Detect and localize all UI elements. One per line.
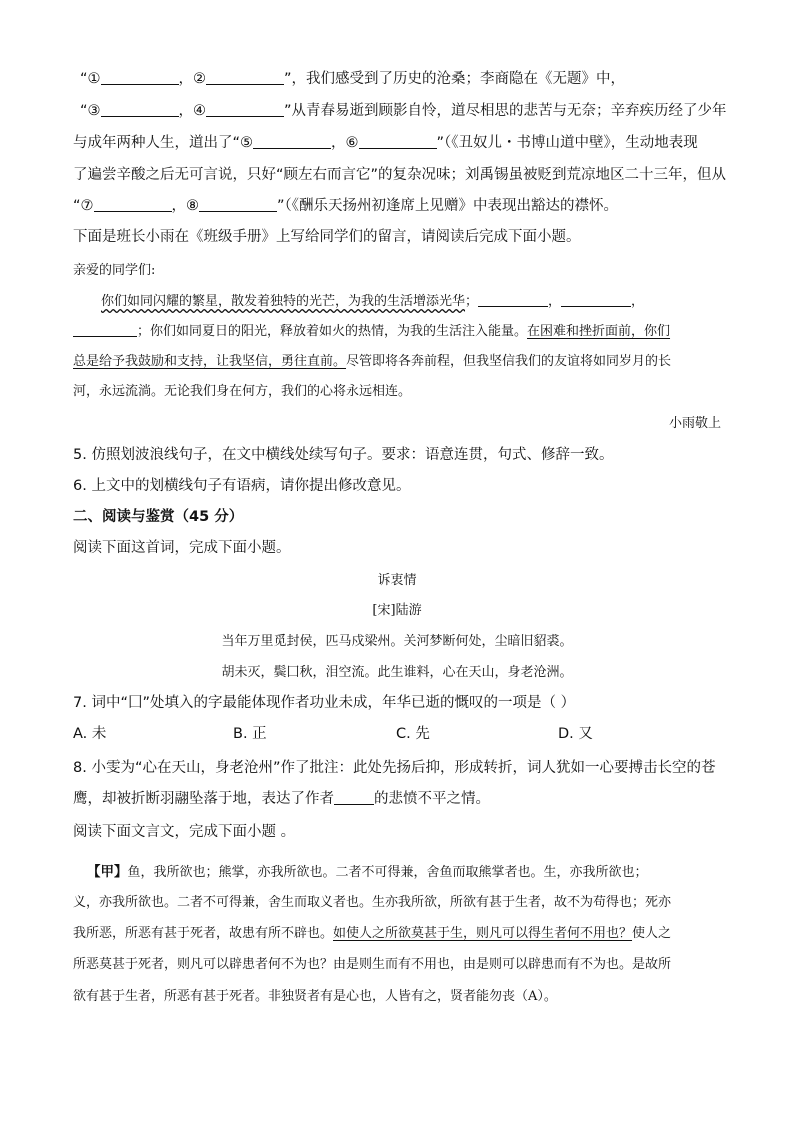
answer-blank-5[interactable] <box>253 134 331 149</box>
continuation-blank-1[interactable] <box>478 292 548 307</box>
text-fragment: ；你们如同夏日的阳光，释放着如火的热情，为我的生活注入能量。 <box>137 324 528 339</box>
question-7-option-a[interactable]: A. 未 <box>73 726 107 742</box>
text-fragment: 使人之 <box>632 926 672 941</box>
classical-line-1 <box>87 860 648 880</box>
message-line-3 <box>73 350 671 369</box>
text-fragment: ； <box>465 294 479 309</box>
text-fragment: ， <box>548 294 562 309</box>
classical-line-5: 欲有甚于生者，所恶有甚于死者。非独贤者有是心也，人皆有之，贤者能勿丧（A）。 <box>73 989 557 1004</box>
text-fragment: 鹰，却被折断羽翮坠落于地，表达了作者 <box>73 791 334 807</box>
question-8-line-1: 8. 小雯为“心在天山，身老沧州”作了批注：此处先扬后抑，形成转折，词人犹如一心要搏击长空的苍 <box>73 760 716 776</box>
answer-blank-3[interactable] <box>101 102 179 117</box>
text-fragment: ，⑧ <box>171 198 200 214</box>
underlined-sentence: 如使人之所欲莫甚于生，则凡可以得生者何不用也？ <box>333 926 633 941</box>
text-fragment: ，② <box>178 71 207 87</box>
answer-blank-q8[interactable] <box>334 790 374 805</box>
answer-blank-6[interactable] <box>359 134 437 149</box>
text-fragment: ”（《丑奴儿・书博山道中壁》，生动地表现 <box>436 135 698 151</box>
underlined-sentence: 总是给予我鼓励和支持，让我坚信，勇往直前。 <box>73 354 347 369</box>
question-7-option-c[interactable]: C. 先 <box>396 726 430 742</box>
text-fragment: ”（《酬乐天扬州初逢席上见赠》中表现出豁达的襟怀。 <box>277 198 619 214</box>
fill-line-1 <box>80 67 625 88</box>
question-7-stem: 7. 词中“囗”处填入的字最能体现作者功业未成，年华已逝的慨叹的一项是（ ） <box>73 695 576 711</box>
fill-line-4: 了遍尝辛酸之后无可言说，只好“顾左右而言它”的复杂况味；刘禹锡虽被贬到荒凉地区二十三年，但从 <box>73 167 727 183</box>
question-7-option-b[interactable]: B. 正 <box>233 726 267 742</box>
fill-line-3 <box>73 131 698 152</box>
fill-line-2 <box>80 99 727 120</box>
poem-author: [宋]陆游 <box>372 603 422 618</box>
message-line-2 <box>73 320 670 339</box>
poem-title: 诉衷情 <box>377 573 417 588</box>
poem-line-1: 当年万里觅封侯，匹马戍梁州。关河梦断何处，尘暗旧貂裘。 <box>221 634 573 649</box>
message-signature: 小雨敬上 <box>668 416 721 431</box>
text-fragment: ， <box>631 294 645 309</box>
question-5: 5. 仿照划波浪线句子，在文中横线处续写句子。要求：语意连贯，句式、修辞一致。 <box>73 447 614 463</box>
answer-blank-4[interactable] <box>206 102 284 117</box>
question-6: 6. 上文中的划横线句子有语病，请你提出修改意见。 <box>73 478 411 494</box>
answer-blank-1[interactable] <box>101 70 179 85</box>
text-fragment: 尽管即将各奔前程，但我坚信我们的友谊将如同岁月的长 <box>346 354 672 369</box>
message-line-4: 河，永远流淌。无论我们身在何方，我们的心将永远相连。 <box>73 384 412 399</box>
text-fragment: 的悲愤不平之情。 <box>374 791 490 807</box>
continuation-blank-3[interactable] <box>73 322 137 337</box>
poem-line-2: 胡未灭，鬓囗秋，泪空流。此生谁料，心在天山，身老沧洲。 <box>221 665 573 680</box>
text-fragment: 我所恶，所恶有甚于死者，故患有所不辟也。 <box>73 926 334 941</box>
fill-line-5 <box>73 194 618 215</box>
handbook-intro: 下面是班长小雨在《班级手册》上写给同学们的留言，请阅读后完成下面小题。 <box>73 229 581 245</box>
classical-line-3 <box>73 922 671 941</box>
text-fragment: ”，我们感受到了历史的沧桑；李商隐在《无题》中， <box>284 71 626 87</box>
wavy-sentence: 你们如同闪耀的繁星，散发着独特的光芒，为我的生活增添光华 <box>101 294 466 309</box>
text-fragment: 与成年两种人生，道出了“⑤ <box>73 135 254 151</box>
classical-line-4: 所恶莫甚于死者，则凡可以辟患者何不为也？由是则生而有不用也，由是则可以辟患而有不为也。是故所 <box>73 957 672 972</box>
continuation-blank-2[interactable] <box>561 292 631 307</box>
text-fragment: “③ <box>80 103 101 119</box>
text-fragment: ”从青春易逝到顾影自怜，道尽相思的悲苦与无奈；辛弃疾历经了少年 <box>284 103 727 119</box>
answer-blank-2[interactable] <box>206 70 284 85</box>
text-fragment: ，④ <box>178 103 207 119</box>
underlined-sentence: 在困难和挫折面前，你们 <box>527 324 671 339</box>
question-7-option-d[interactable]: D. 又 <box>558 726 593 742</box>
text-fragment: “① <box>80 71 101 87</box>
classical-intro: 阅读下面文言文，完成下面小题 。 <box>73 824 296 840</box>
text-fragment: “⑦ <box>73 198 94 214</box>
passage-tag: 【甲】 <box>87 864 128 880</box>
answer-blank-8[interactable] <box>199 197 277 212</box>
message-line-1 <box>101 290 644 309</box>
poem-intro: 阅读下面这首词，完成下面小题。 <box>73 540 291 556</box>
text-fragment: ，⑥ <box>331 135 359 151</box>
question-8-line-2 <box>73 787 490 808</box>
classical-line-2: 义，亦我所欲也。二者不可得兼，舍生而取义者也。生亦我所欲，所欲有甚于生者，故不为苟得也；死亦 <box>73 895 672 910</box>
text-fragment: 鱼，我所欲也；熊掌，亦我所欲也。二者不可得兼，舍鱼而取熊掌者也。生，亦我所欲也； <box>127 865 648 880</box>
message-greeting: 亲爱的同学们: <box>73 263 156 278</box>
section-heading: 二、阅读与鉴赏（45 分） <box>73 509 244 525</box>
answer-blank-7[interactable] <box>94 197 172 212</box>
